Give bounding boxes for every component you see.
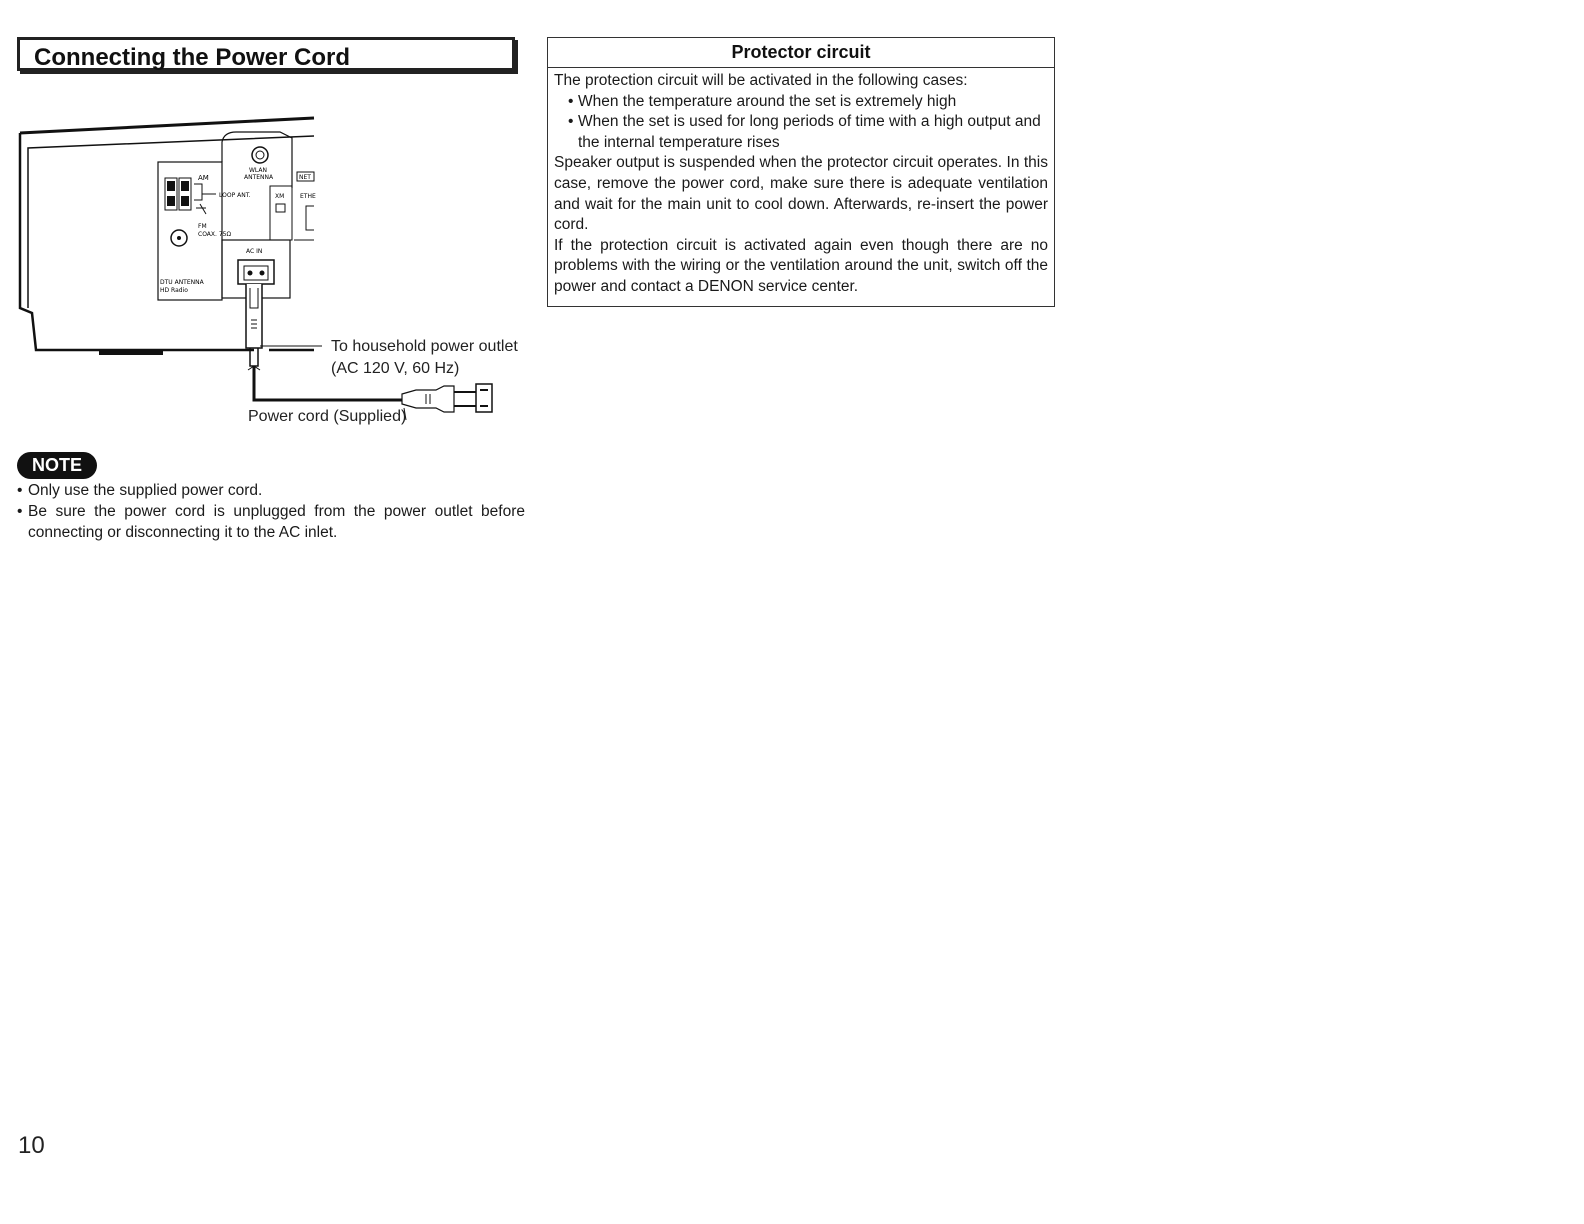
protector-bullet: • When the set is used for long periods of time with a high output and the internal temperature rises (568, 112, 1048, 153)
power-cord-label: Power cord (Supplied) (248, 408, 407, 425)
section-title-text: Connecting the Power Cord (34, 44, 351, 71)
protector-paragraph-1: Speaker output is suspended when the protector circuit operates. In this case, remove the power cord, make sure there is adequate ventilation and wait for the main unit to cool down. Afterwards, re-insert the power cord. (554, 154, 1048, 234)
rear-panel-illustration (14, 108, 534, 438)
fm-label: FM (198, 223, 207, 230)
hd-radio-label: HD Radio (160, 287, 188, 294)
net-label: NET (299, 174, 311, 181)
wlan-label: WLAN (249, 167, 268, 174)
section-title (17, 37, 515, 71)
protector-bullet: • When the temperature around the set is extremely high (568, 92, 1048, 113)
page-number: 10 (18, 1132, 45, 1159)
note-item: • Only use the supplied power cord. (17, 480, 525, 501)
xm-label: XM (275, 193, 285, 200)
protector-paragraph-2: If the protection circuit is activated again even though there are no problems with the wiring or the ventilation around the unit, switch off the power and contact a DENON service center. (554, 236, 1048, 295)
protector-intro: The protection circuit will be activated in the following cases: (554, 72, 968, 89)
outlet-label-line1: To household power outlet (331, 338, 518, 355)
protector-title: Protector circuit (548, 38, 1054, 68)
loop-ant-label: LOOP ANT. (219, 192, 251, 199)
protector-body (548, 68, 1054, 298)
ethernet-label: ETHE (300, 193, 316, 200)
power-cord-diagram (14, 108, 534, 443)
dtu-antenna-label: DTU ANTENNA (160, 279, 204, 286)
outlet-label-line2: (AC 120 V, 60 Hz) (331, 360, 460, 377)
am-label: AM (198, 174, 209, 182)
note-badge: NOTE (17, 452, 97, 479)
note-list (17, 480, 525, 543)
protector-circuit-box (547, 37, 1055, 307)
coax-label: COAX. 75Ω (198, 231, 232, 238)
antenna-label: ANTENNA (244, 174, 274, 181)
note-item: • Be sure the power cord is unplugged from the power outlet before connecting or disconnecting it to the AC inlet. (17, 501, 525, 543)
ac-in-label: AC IN (246, 248, 263, 255)
